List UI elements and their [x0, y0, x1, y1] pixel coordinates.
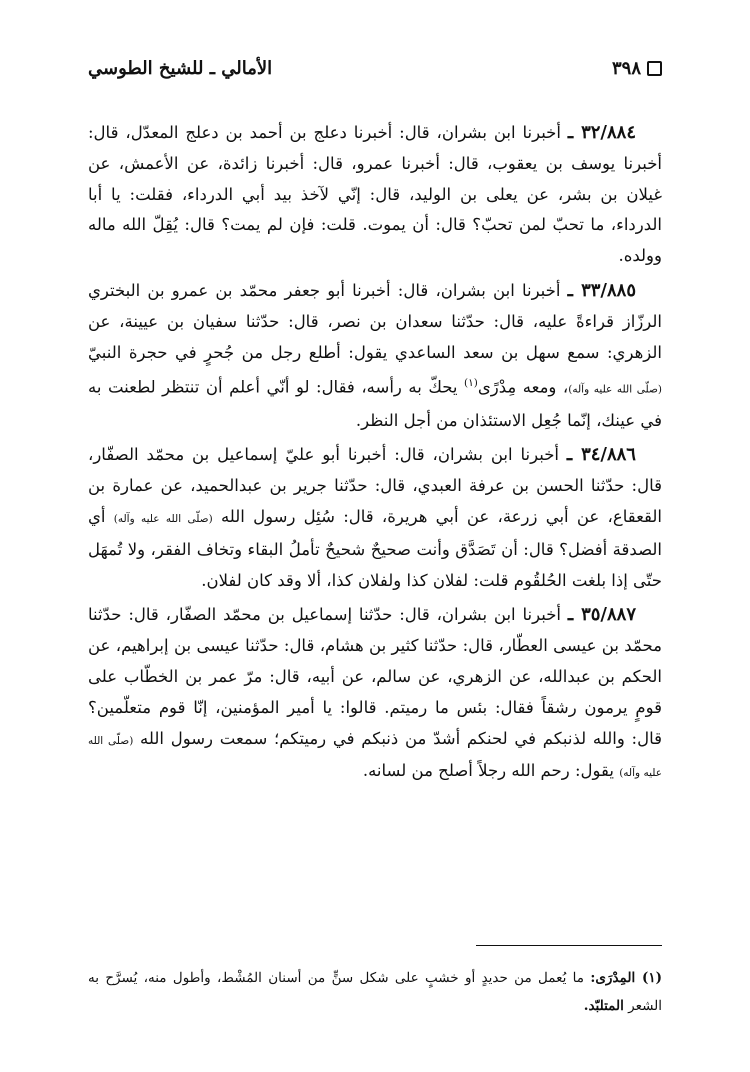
honorific: (صلّى الله عليه وآله): [568, 383, 662, 396]
running-title: الأمالي ـ للشيخ الطوسي: [88, 58, 273, 79]
hadith-number: ٣٥/٨٨٧ ـ: [567, 604, 637, 626]
hadith-number: ٣٣/٨٨٥ ـ: [567, 279, 636, 301]
main-text: [88, 118, 662, 793]
hadith-paragraph: [88, 276, 662, 436]
footnote-divider: [476, 945, 662, 946]
hadith-text: أخبرنا ابن بشران، قال: أخبرنا دعلج بن أحمد بن دعلج المعدّل، قال: أخبرنا يوسف بن يعقوب، قال: أخبرنا عمرو، قال: أخبرنا زائدة، عن الأعمش، عن غيلان بن بشر، عن يعلى بن الوليد، قال: إنّي لآخذ بيد أبي الدرداء، فقلت: يا أبا الدرداء، ما تحبّ لمن تحبّ؟ قال: أن يموت. قلت: فإن لم يمت؟ قال: يُقِلّ الله ماله وولده.: [88, 123, 662, 266]
footnote-text-end: المتلبّد.: [583, 998, 624, 1014]
hadith-text: يقول: رحم الله رجلاً أصلح من لسانه.: [362, 761, 620, 781]
page-number: ٣٩٨: [611, 58, 641, 79]
footnote: [88, 964, 662, 1020]
hadith-paragraph: [88, 600, 662, 789]
honorific: (صلّى الله عليه وآله): [88, 734, 662, 780]
page-number-block: [612, 58, 662, 79]
hadith-number: ٣٢/٨٨٤ ـ: [567, 122, 636, 143]
hadith-paragraph: [88, 118, 662, 272]
hadith-text: أخبرنا ابن بشران، قال: أخبرنا أبو جعفر محمّد بن عمرو بن البختري الرزّاز قراءةً عليه، قال: حدّثنا سعدان بن نصر، قال: حدّثنا سفيان بن عيينة، عن الزهري: سمع سهل بن سعد الساعدي يقول: أطلع رجل من جُحرٍ في حجرة النبيّ: [88, 280, 662, 362]
hadith-text: أي الصدقة أفضل؟ قال: أن تَصَدَّق وأنت صحيحٌ شحيحٌ تأملُ البقاء وتخاف الفقر، ولا تُمهَل حتّى إذا بلغت الحُلقُوم قلت: لفلان كذا ولفلان كذا، ألا وقد كان لفلان.: [88, 507, 662, 590]
hadith-number: ٣٤/٨٨٦ ـ: [566, 444, 636, 466]
footnote-text: ما يُعمل من حديدٍ أو خشبٍ على شكل سنٍّ من أسنان المُشْط، وأطول منه، يُسرَّح به الشعر: [88, 970, 662, 1014]
page-header: [88, 52, 662, 88]
footnote-label: (١) المِدْرَى:: [590, 970, 662, 986]
footnote-ref[interactable]: (١): [464, 377, 478, 390]
hadith-text: ، ومعه مِدْرًى: [477, 377, 569, 397]
hadith-text: أخبرنا ابن بشران، قال: أخبرنا أبو عليّ إسماعيل بن محمّد الصفّار، قال: حدّثنا الحسن بن عرفة العبدي، قال: حدّثنا جرير بن عبدالحميد، عن عمارة بن القعقاع، عن أبي زرعة، عن أبي هريرة، قال: سُئِل رسول الله: [88, 445, 662, 527]
hadith-paragraph: [88, 440, 662, 596]
square-ornament-icon: [647, 61, 662, 76]
honorific: (صلّى الله عليه وآله): [113, 513, 213, 526]
hadith-text: يحكّ به رأسه، فقال: لو أنّي أعلم أن تنتظر لطعنت به في عينك، إنّما جُعِل الاستئذان من أجل النظر.: [88, 377, 662, 430]
hadith-text: أخبرنا ابن بشران، قال: حدّثنا إسماعيل بن محمّد الصفّار، قال: حدّثنا محمّد بن عيسى العطّار، قال: حدّثنا كثير بن هشام، قال: حدّثنا عيسى بن إبراهيم، عن الحكم بن عبدالله، عن الزهري، عن سالم، عن أبيه، قال: مرّ عمر بن الخطّاب على قومٍ يرمون رشقاً فقال: بئس ما رميتم. قالوا: يا أمير المؤمنين، إنّا قوم متعلّمين؟ قال: والله لذنبكم في لحنكم أشدّ من ذنبكم في رميتكم؛ سمعت رسول الله: [88, 605, 662, 748]
